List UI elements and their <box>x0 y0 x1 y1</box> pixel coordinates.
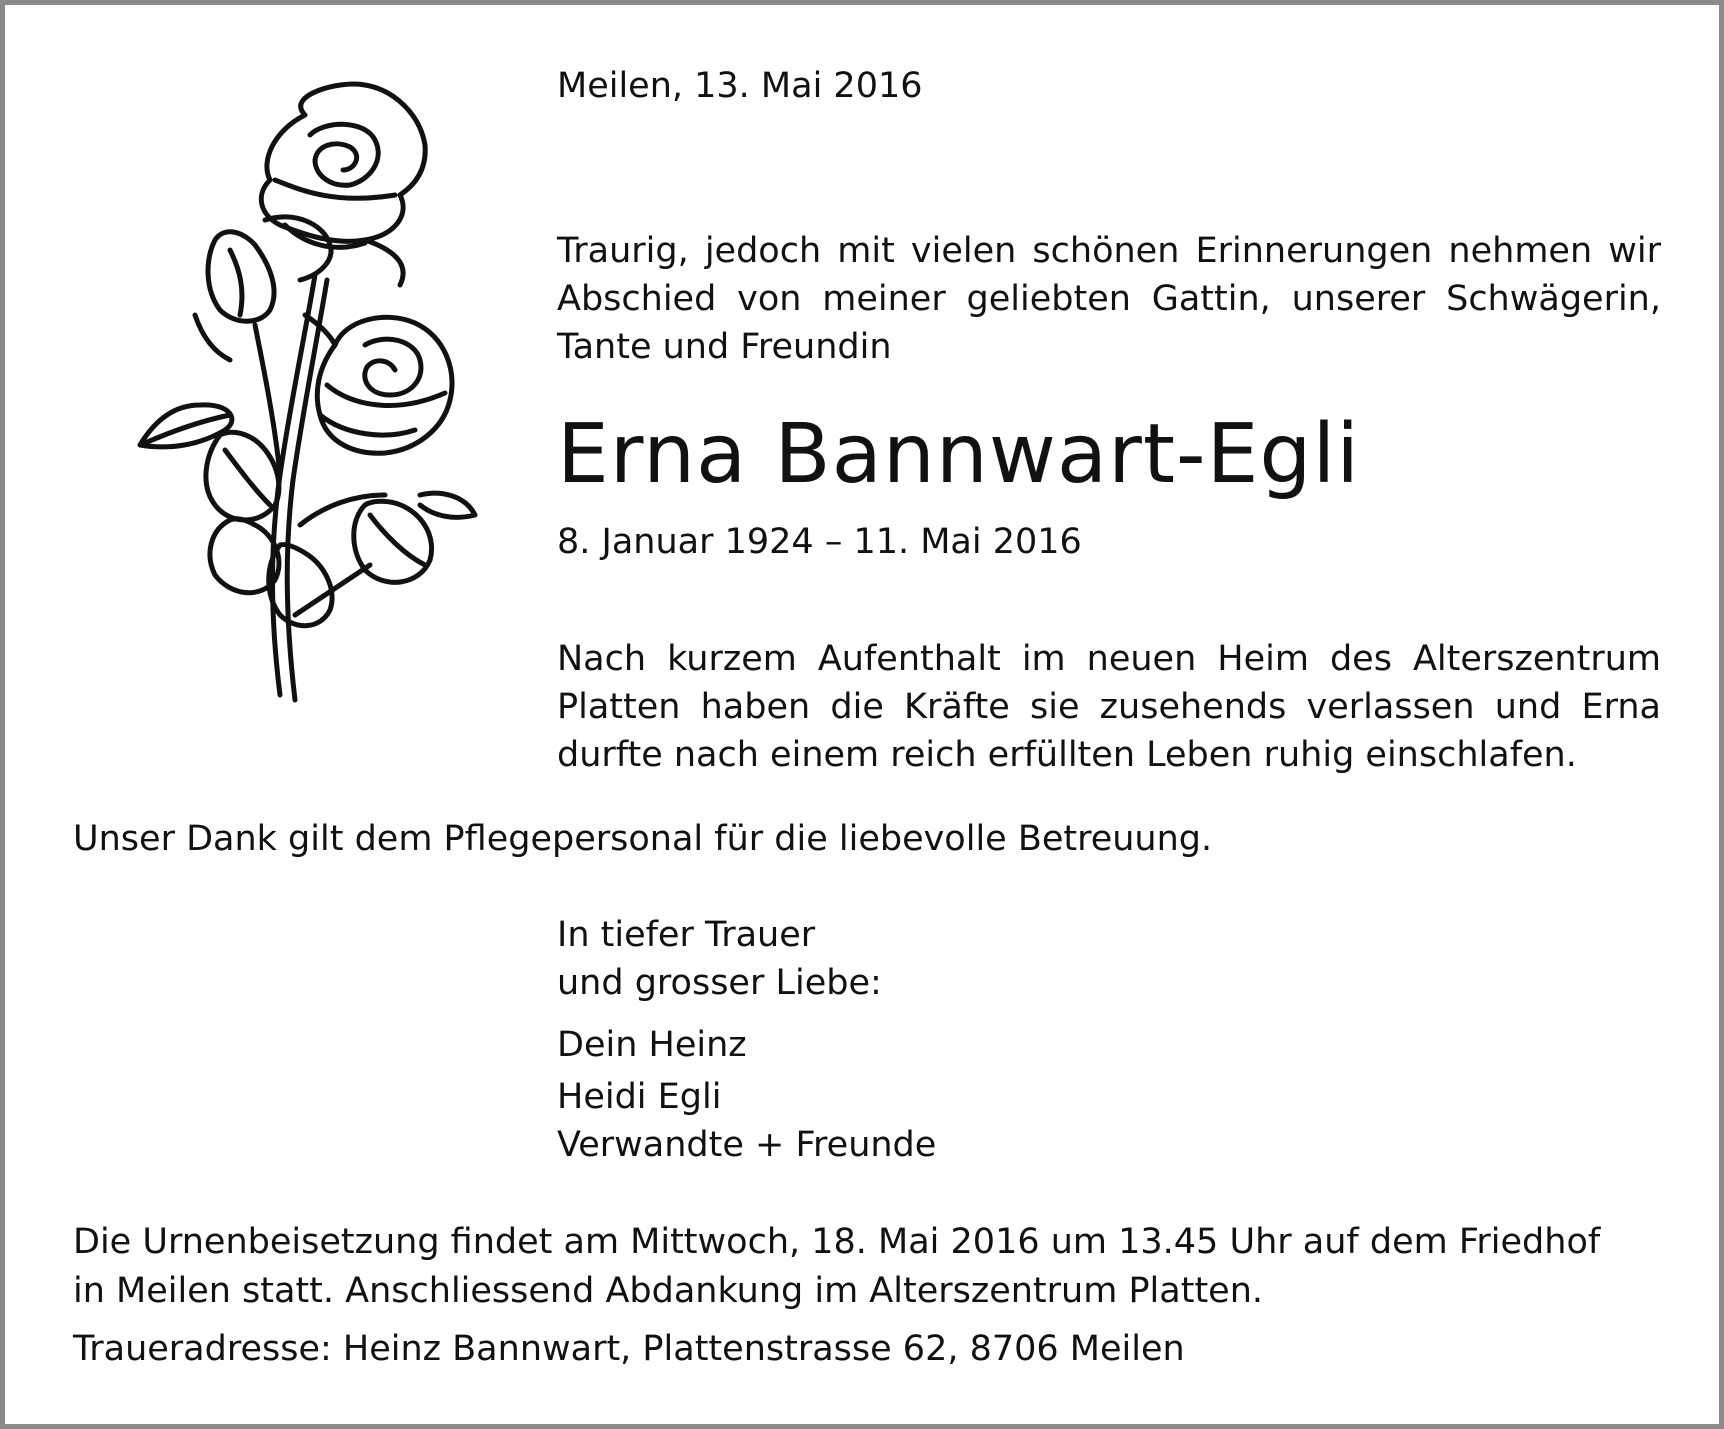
thanks-text: Unser Dank gilt dem Pflegepersonal für die liebevolle Betreuung. <box>73 819 1213 859</box>
mourning-line-2: und grosser Liebe: <box>557 963 882 1003</box>
life-dates: 8. Januar 1924 – 11. Mai 2016 <box>557 522 1082 562</box>
mourning-address: Traueradresse: Heinz Bannwart, Plattenstrasse 62, 8706 Meilen <box>73 1329 1185 1369</box>
deceased-name: Erna Bannwart-Egli <box>557 407 1361 502</box>
mourner-3: Verwandte + Freunde <box>557 1125 937 1165</box>
funeral-line-1: Die Urnenbeisetzung findet am Mittwoch, 18. Mai 2016 um 13.45 Uhr auf dem Friedhof <box>73 1222 1601 1262</box>
intro-text: Traurig, jedoch mit vielen schönen Erinnerungen nehmen wir Abschied von meiner geliebten Gattin, unserer Schwägerin, Tante und Freundin <box>557 231 1661 367</box>
funeral-line-2: in Meilen statt. Anschliessend Abdankung im Alterszentrum Platten. <box>73 1271 1264 1311</box>
mourner-1: Dein Heinz <box>557 1025 747 1065</box>
place-date: Meilen, 13. Mai 2016 <box>557 66 923 106</box>
mourning-line-1: In tiefer Trauer <box>557 915 816 955</box>
rose-illustration <box>65 75 485 795</box>
story-text: Nach kurzem Aufenthalt im neuen Heim des Alterszentrum Platten haben die Kräfte sie zusehends verlassen und Erna durfte nach einem reich erfüllten Leben ruhig einschlafen. <box>557 639 1661 775</box>
mourner-2: Heidi Egli <box>557 1077 722 1117</box>
